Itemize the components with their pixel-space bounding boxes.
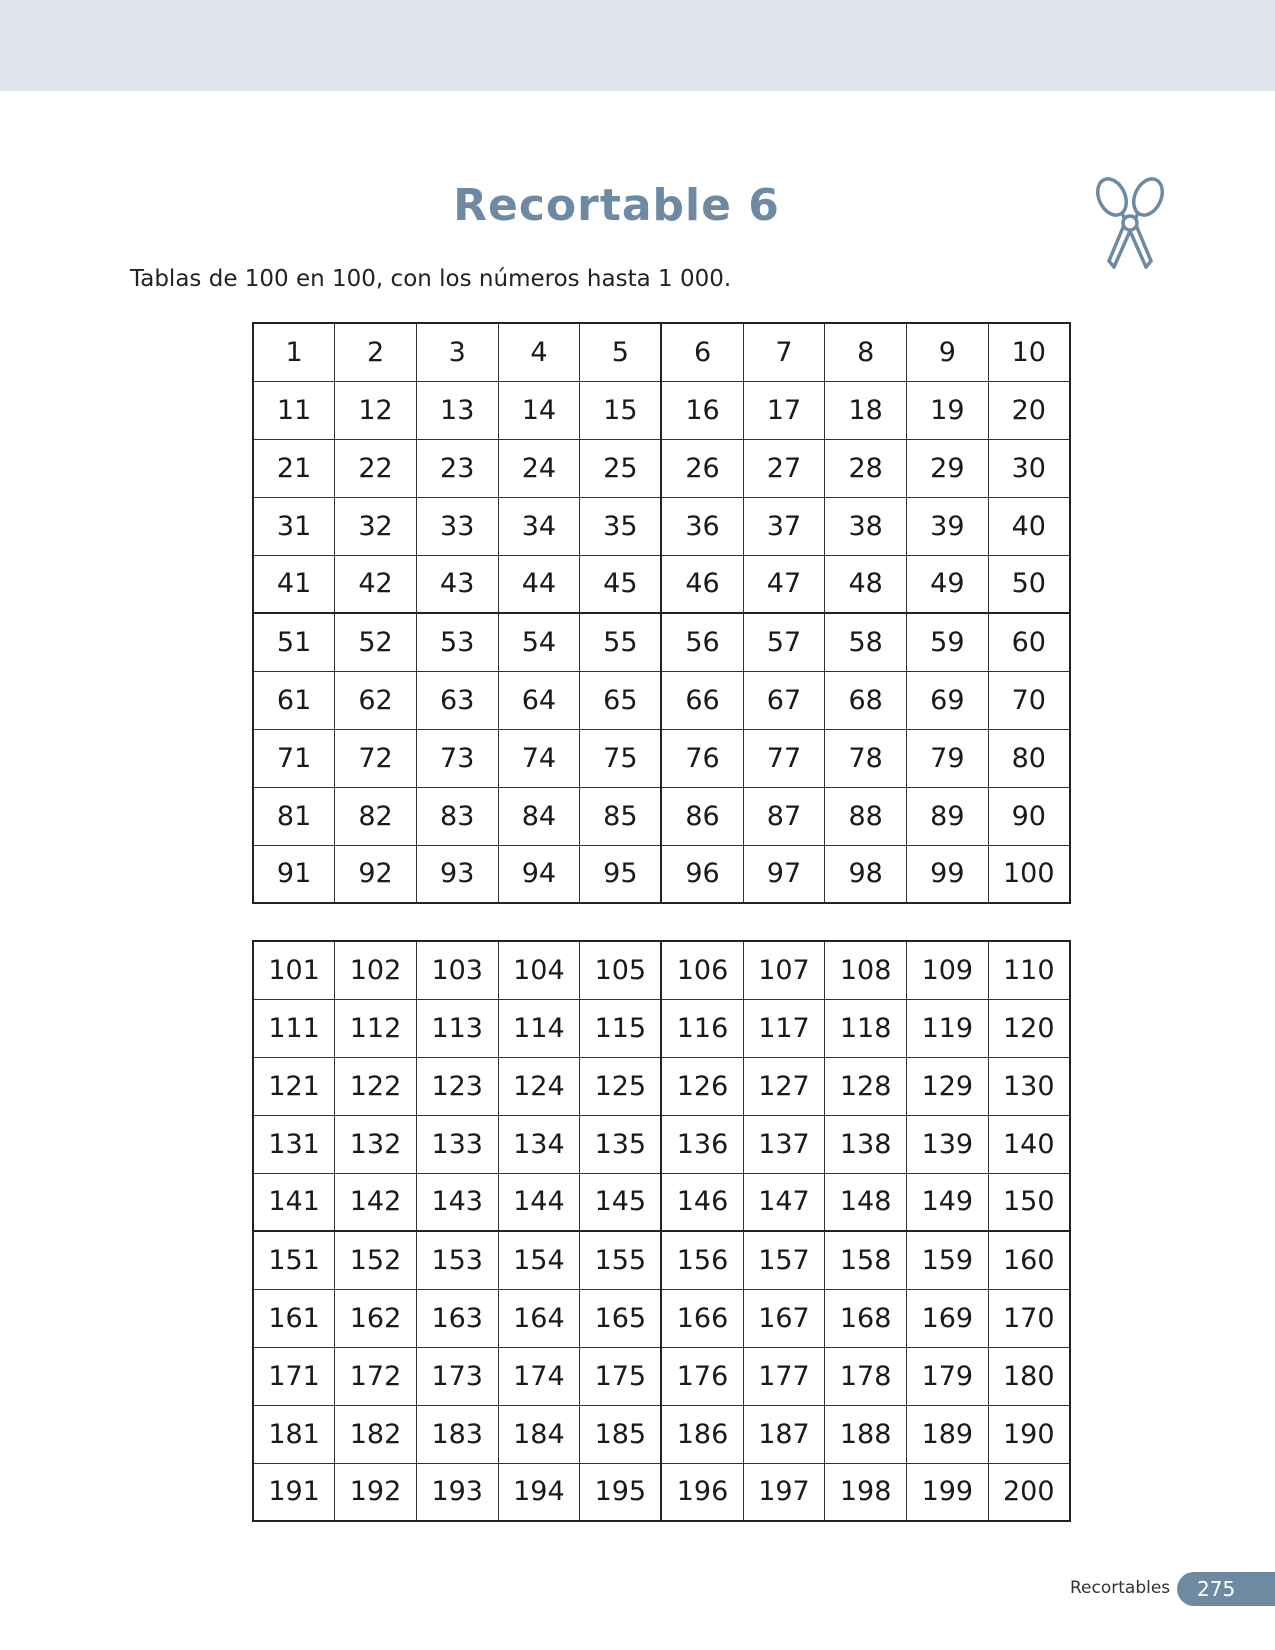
number-cell: 116 [661, 999, 743, 1057]
number-cell: 12 [335, 381, 417, 439]
number-cell: 68 [825, 671, 907, 729]
table-row [253, 381, 1070, 439]
number-cell: 123 [416, 1057, 498, 1115]
number-cell: 79 [907, 729, 989, 787]
number-cell: 84 [498, 787, 580, 845]
number-cell: 172 [335, 1347, 417, 1405]
number-cell: 197 [743, 1463, 825, 1521]
number-cell: 35 [580, 497, 662, 555]
number-cell: 67 [743, 671, 825, 729]
number-cell: 63 [416, 671, 498, 729]
number-cell: 5 [580, 323, 662, 381]
number-cell: 118 [825, 999, 907, 1057]
number-cell: 36 [661, 497, 743, 555]
number-cell: 101 [253, 941, 335, 999]
number-cell: 90 [988, 787, 1070, 845]
number-cell: 135 [580, 1115, 662, 1173]
number-cell: 8 [825, 323, 907, 381]
number-cell: 94 [498, 845, 580, 903]
number-cell: 72 [335, 729, 417, 787]
number-cell: 98 [825, 845, 907, 903]
number-cell: 140 [988, 1115, 1070, 1173]
table-row [253, 845, 1070, 903]
number-cell: 152 [335, 1231, 417, 1289]
number-cell: 195 [580, 1463, 662, 1521]
number-cell: 111 [253, 999, 335, 1057]
number-cell: 149 [907, 1173, 989, 1231]
number-cell: 159 [907, 1231, 989, 1289]
page-title: Recortable 6 [453, 180, 780, 231]
number-table-101-200 [252, 940, 1071, 1522]
number-cell: 138 [825, 1115, 907, 1173]
number-cell: 69 [907, 671, 989, 729]
number-cell: 179 [907, 1347, 989, 1405]
number-cell: 144 [498, 1173, 580, 1231]
number-cell: 166 [661, 1289, 743, 1347]
number-cell: 93 [416, 845, 498, 903]
number-cell: 126 [661, 1057, 743, 1115]
number-cell: 24 [498, 439, 580, 497]
number-cell: 127 [743, 1057, 825, 1115]
number-cell: 92 [335, 845, 417, 903]
number-cell: 177 [743, 1347, 825, 1405]
number-cell: 196 [661, 1463, 743, 1521]
number-cell: 87 [743, 787, 825, 845]
number-cell: 107 [743, 941, 825, 999]
number-cell: 52 [335, 613, 417, 671]
number-cell: 62 [335, 671, 417, 729]
number-cell: 120 [988, 999, 1070, 1057]
number-cell: 30 [988, 439, 1070, 497]
number-cell: 18 [825, 381, 907, 439]
number-cell: 49 [907, 555, 989, 613]
number-cell: 110 [988, 941, 1070, 999]
number-cell: 2 [335, 323, 417, 381]
number-cell: 176 [661, 1347, 743, 1405]
number-cell: 155 [580, 1231, 662, 1289]
number-cell: 28 [825, 439, 907, 497]
number-cell: 45 [580, 555, 662, 613]
table-row [253, 941, 1070, 999]
number-cell: 38 [825, 497, 907, 555]
number-cell: 134 [498, 1115, 580, 1173]
table-row [253, 1173, 1070, 1231]
number-cell: 105 [580, 941, 662, 999]
number-cell: 103 [416, 941, 498, 999]
table-row [253, 555, 1070, 613]
number-cell: 48 [825, 555, 907, 613]
number-cell: 188 [825, 1405, 907, 1463]
number-cell: 132 [335, 1115, 417, 1173]
page-number-badge: 275 [1177, 1572, 1275, 1606]
number-cell: 32 [335, 497, 417, 555]
number-cell: 64 [498, 671, 580, 729]
number-cell: 193 [416, 1463, 498, 1521]
number-cell: 43 [416, 555, 498, 613]
number-cell: 58 [825, 613, 907, 671]
number-cell: 41 [253, 555, 335, 613]
number-cell: 151 [253, 1231, 335, 1289]
scissors-icon [1090, 175, 1170, 275]
number-cell: 180 [988, 1347, 1070, 1405]
number-cell: 57 [743, 613, 825, 671]
number-cell: 46 [661, 555, 743, 613]
number-cell: 165 [580, 1289, 662, 1347]
table-row [253, 497, 1070, 555]
number-cell: 89 [907, 787, 989, 845]
number-table-1-100 [252, 322, 1071, 904]
number-cell: 122 [335, 1057, 417, 1115]
number-cell: 40 [988, 497, 1070, 555]
number-cell: 85 [580, 787, 662, 845]
number-cell: 59 [907, 613, 989, 671]
table-row [253, 1057, 1070, 1115]
number-cell: 50 [988, 555, 1070, 613]
number-cell: 183 [416, 1405, 498, 1463]
number-cell: 4 [498, 323, 580, 381]
number-cell: 10 [988, 323, 1070, 381]
number-cell: 86 [661, 787, 743, 845]
table-row [253, 613, 1070, 671]
number-cell: 161 [253, 1289, 335, 1347]
number-cell: 170 [988, 1289, 1070, 1347]
number-cell: 71 [253, 729, 335, 787]
number-cell: 175 [580, 1347, 662, 1405]
number-cell: 74 [498, 729, 580, 787]
number-cell: 181 [253, 1405, 335, 1463]
table-row [253, 323, 1070, 381]
number-cell: 53 [416, 613, 498, 671]
number-cell: 25 [580, 439, 662, 497]
number-cell: 106 [661, 941, 743, 999]
number-cell: 137 [743, 1115, 825, 1173]
number-cell: 162 [335, 1289, 417, 1347]
number-cell: 200 [988, 1463, 1070, 1521]
number-cell: 192 [335, 1463, 417, 1521]
number-cell: 56 [661, 613, 743, 671]
number-cell: 125 [580, 1057, 662, 1115]
number-cell: 9 [907, 323, 989, 381]
number-cell: 194 [498, 1463, 580, 1521]
number-cell: 29 [907, 439, 989, 497]
table-row [253, 1347, 1070, 1405]
number-cell: 16 [661, 381, 743, 439]
number-cell: 97 [743, 845, 825, 903]
number-cell: 26 [661, 439, 743, 497]
number-cell: 19 [907, 381, 989, 439]
number-cell: 22 [335, 439, 417, 497]
number-cell: 187 [743, 1405, 825, 1463]
number-cell: 139 [907, 1115, 989, 1173]
number-cell: 173 [416, 1347, 498, 1405]
number-cell: 146 [661, 1173, 743, 1231]
number-cell: 178 [825, 1347, 907, 1405]
instructions-text: Tablas de 100 en 100, con los números hasta 1 000. [130, 266, 732, 292]
number-cell: 102 [335, 941, 417, 999]
number-cell: 169 [907, 1289, 989, 1347]
number-cell: 31 [253, 497, 335, 555]
number-cell: 108 [825, 941, 907, 999]
number-cell: 148 [825, 1173, 907, 1231]
number-cell: 47 [743, 555, 825, 613]
number-cell: 37 [743, 497, 825, 555]
number-cell: 182 [335, 1405, 417, 1463]
number-cell: 55 [580, 613, 662, 671]
number-cell: 171 [253, 1347, 335, 1405]
number-cell: 133 [416, 1115, 498, 1173]
table-row [253, 1289, 1070, 1347]
number-cell: 160 [988, 1231, 1070, 1289]
number-cell: 7 [743, 323, 825, 381]
number-cell: 104 [498, 941, 580, 999]
number-cell: 142 [335, 1173, 417, 1231]
table-row [253, 1405, 1070, 1463]
number-cell: 109 [907, 941, 989, 999]
number-cell: 117 [743, 999, 825, 1057]
number-cell: 129 [907, 1057, 989, 1115]
number-cell: 143 [416, 1173, 498, 1231]
number-cell: 80 [988, 729, 1070, 787]
number-cell: 124 [498, 1057, 580, 1115]
number-cell: 14 [498, 381, 580, 439]
number-cell: 1 [253, 323, 335, 381]
number-cell: 20 [988, 381, 1070, 439]
number-cell: 33 [416, 497, 498, 555]
number-cell: 88 [825, 787, 907, 845]
table-row [253, 1231, 1070, 1289]
number-cell: 17 [743, 381, 825, 439]
number-cell: 13 [416, 381, 498, 439]
number-cell: 199 [907, 1463, 989, 1521]
number-cell: 83 [416, 787, 498, 845]
number-cell: 82 [335, 787, 417, 845]
number-cell: 185 [580, 1405, 662, 1463]
number-cell: 11 [253, 381, 335, 439]
number-cell: 112 [335, 999, 417, 1057]
table-row [253, 671, 1070, 729]
number-cell: 119 [907, 999, 989, 1057]
number-cell: 189 [907, 1405, 989, 1463]
number-cell: 75 [580, 729, 662, 787]
number-cell: 128 [825, 1057, 907, 1115]
number-cell: 91 [253, 845, 335, 903]
number-cell: 174 [498, 1347, 580, 1405]
table-row [253, 1115, 1070, 1173]
number-cell: 15 [580, 381, 662, 439]
number-cell: 34 [498, 497, 580, 555]
number-cell: 51 [253, 613, 335, 671]
number-cell: 163 [416, 1289, 498, 1347]
table-row [253, 1463, 1070, 1521]
number-cell: 147 [743, 1173, 825, 1231]
number-cell: 191 [253, 1463, 335, 1521]
number-cell: 27 [743, 439, 825, 497]
number-cell: 76 [661, 729, 743, 787]
number-cell: 157 [743, 1231, 825, 1289]
number-cell: 78 [825, 729, 907, 787]
table-row [253, 787, 1070, 845]
number-cell: 77 [743, 729, 825, 787]
number-cell: 153 [416, 1231, 498, 1289]
number-cell: 184 [498, 1405, 580, 1463]
number-cell: 150 [988, 1173, 1070, 1231]
number-cell: 136 [661, 1115, 743, 1173]
table-row [253, 999, 1070, 1057]
number-cell: 42 [335, 555, 417, 613]
number-cell: 115 [580, 999, 662, 1057]
number-cell: 130 [988, 1057, 1070, 1115]
number-cell: 145 [580, 1173, 662, 1231]
number-cell: 113 [416, 999, 498, 1057]
number-cell: 198 [825, 1463, 907, 1521]
number-cell: 96 [661, 845, 743, 903]
number-cell: 23 [416, 439, 498, 497]
number-cell: 70 [988, 671, 1070, 729]
number-cell: 164 [498, 1289, 580, 1347]
number-cell: 95 [580, 845, 662, 903]
number-cell: 3 [416, 323, 498, 381]
number-cell: 99 [907, 845, 989, 903]
number-cell: 190 [988, 1405, 1070, 1463]
number-cell: 21 [253, 439, 335, 497]
number-cell: 44 [498, 555, 580, 613]
number-cell: 158 [825, 1231, 907, 1289]
number-cell: 156 [661, 1231, 743, 1289]
table-row [253, 729, 1070, 787]
number-cell: 168 [825, 1289, 907, 1347]
number-cell: 81 [253, 787, 335, 845]
number-cell: 66 [661, 671, 743, 729]
number-cell: 60 [988, 613, 1070, 671]
number-cell: 154 [498, 1231, 580, 1289]
number-cell: 114 [498, 999, 580, 1057]
number-cell: 167 [743, 1289, 825, 1347]
number-cell: 61 [253, 671, 335, 729]
number-cell: 121 [253, 1057, 335, 1115]
number-cell: 73 [416, 729, 498, 787]
header-band [0, 0, 1275, 91]
number-cell: 54 [498, 613, 580, 671]
number-cell: 141 [253, 1173, 335, 1231]
number-cell: 39 [907, 497, 989, 555]
table-row [253, 439, 1070, 497]
number-cell: 131 [253, 1115, 335, 1173]
number-cell: 100 [988, 845, 1070, 903]
footer-section-label: Recortables [1070, 1578, 1171, 1598]
number-cell: 6 [661, 323, 743, 381]
number-cell: 65 [580, 671, 662, 729]
number-cell: 186 [661, 1405, 743, 1463]
